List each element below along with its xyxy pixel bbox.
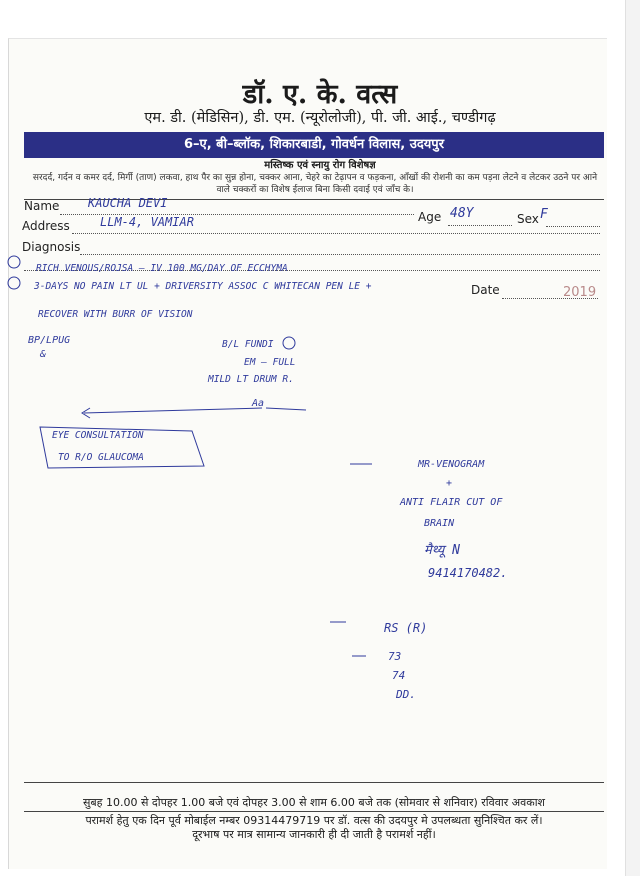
rx-line-4: मैथ्यू N	[424, 543, 460, 558]
rs-value-3: DD.	[396, 688, 416, 701]
note-fundi: B/L FUNDI	[222, 339, 274, 350]
clinic-address-band: 6–ए, बी–ब्लॉक, शिकारबाडी, गोवर्धन विलास, उदयपुर	[24, 132, 604, 158]
note-em-full: EM — FULL	[244, 357, 296, 368]
patient-address: LLM-4, VAMIAR	[100, 215, 194, 229]
rs-value-2: 74	[392, 669, 406, 682]
note-box-line-1: EYE CONSULTATION	[52, 430, 144, 441]
circled-one	[8, 256, 20, 268]
age-label: Age	[418, 210, 442, 224]
note-box	[40, 427, 204, 468]
arrow-line-right	[266, 408, 306, 410]
rx-line-3: BRAIN	[424, 518, 455, 529]
note-arrow-label: Aa	[252, 398, 265, 409]
rs-value-1: 73	[388, 650, 402, 663]
rx-plus: +	[446, 478, 453, 489]
address-label: Address	[22, 219, 70, 233]
diagnosis-label: Diagnosis	[22, 240, 81, 254]
phone-note: दूरभाष पर मात्र सामान्य जानकारी ही दी जाती है परामर्श नहीं।	[192, 828, 436, 841]
date-label: Date	[471, 283, 500, 297]
circled-three	[283, 337, 295, 349]
note-box-line-2: TO R/O GLAUCOMA	[58, 452, 144, 463]
rx-line-2: ANTI FLAIR CUT OF	[400, 497, 503, 508]
note-line-2: 3-DAYS NO PAIN LT UL + DRIVERSITY ASSOC C WHITECAN PEN LE +	[34, 281, 372, 292]
services-description: सरदर्द, गर्दन व कमर दर्द, मिर्गी (ताण) लकवा, हाथ पैर का सुन्न होना, चक्कर आना, चेहरे का टेढ़ापन व फड़कना, आँखों की रोशनी का कम पड़ना लेटने व लेटकर उठने पर आने वाले चक्करों का विशेष ईलाज बिना किसी दवाई एवं जाँच के।	[32, 173, 598, 195]
footer-divider-2	[24, 811, 604, 812]
doctor-name: डॉ. ए. के. वत्स	[242, 79, 398, 110]
consult-note: परामर्श हेतु एक दिन पूर्व मोबाईल नम्बर 09314479719 पर डॉ. वत्स की उदयपुर मे उपलब्धता सुनिश्चित कर लें।	[85, 814, 543, 827]
patient-name: KAUCHA DEVI	[88, 196, 168, 210]
sex-label: Sex	[517, 212, 539, 226]
note-line-3: RECOVER WITH BURR OF VISION	[38, 309, 193, 320]
note-mild: MILD LT DRUM R.	[208, 374, 294, 385]
arrow-line-left	[84, 408, 262, 413]
note-bp-amp: &	[40, 349, 47, 360]
footer-divider	[24, 782, 604, 783]
speciality: मस्तिष्क एवं स्नायु रोग विशेषज्ञ	[264, 160, 376, 171]
patient-age: 48Y	[450, 206, 474, 221]
patient-sex: F	[540, 207, 548, 222]
name-label: Name	[24, 199, 60, 213]
doctor-qualifications: एम. डी. (मेडिसिन), डी. एम. (न्यूरोलोजी), पी. जी. आई., चण्डीगढ़	[144, 110, 496, 126]
circled-two	[8, 277, 20, 289]
rs-note: RS (R)	[384, 621, 428, 635]
rx-line-1: MR-VENOGRAM	[418, 459, 485, 470]
note-line-1: RICH VENOUS/ROJSA — IV 100 MG/DAY OF ECCHYMA	[36, 263, 288, 274]
note-bp: BP/LPUG	[28, 335, 71, 346]
date-stamp: 2019	[563, 285, 597, 300]
rx-phone: 9414170482.	[428, 566, 508, 580]
clinic-timings: सुबह 10.00 से दोपहर 1.00 बजे एवं दोपहर 3.00 से शाम 6.00 बजे तक (सोमवार से शनिवार) रविवार अवकाश	[82, 796, 546, 809]
